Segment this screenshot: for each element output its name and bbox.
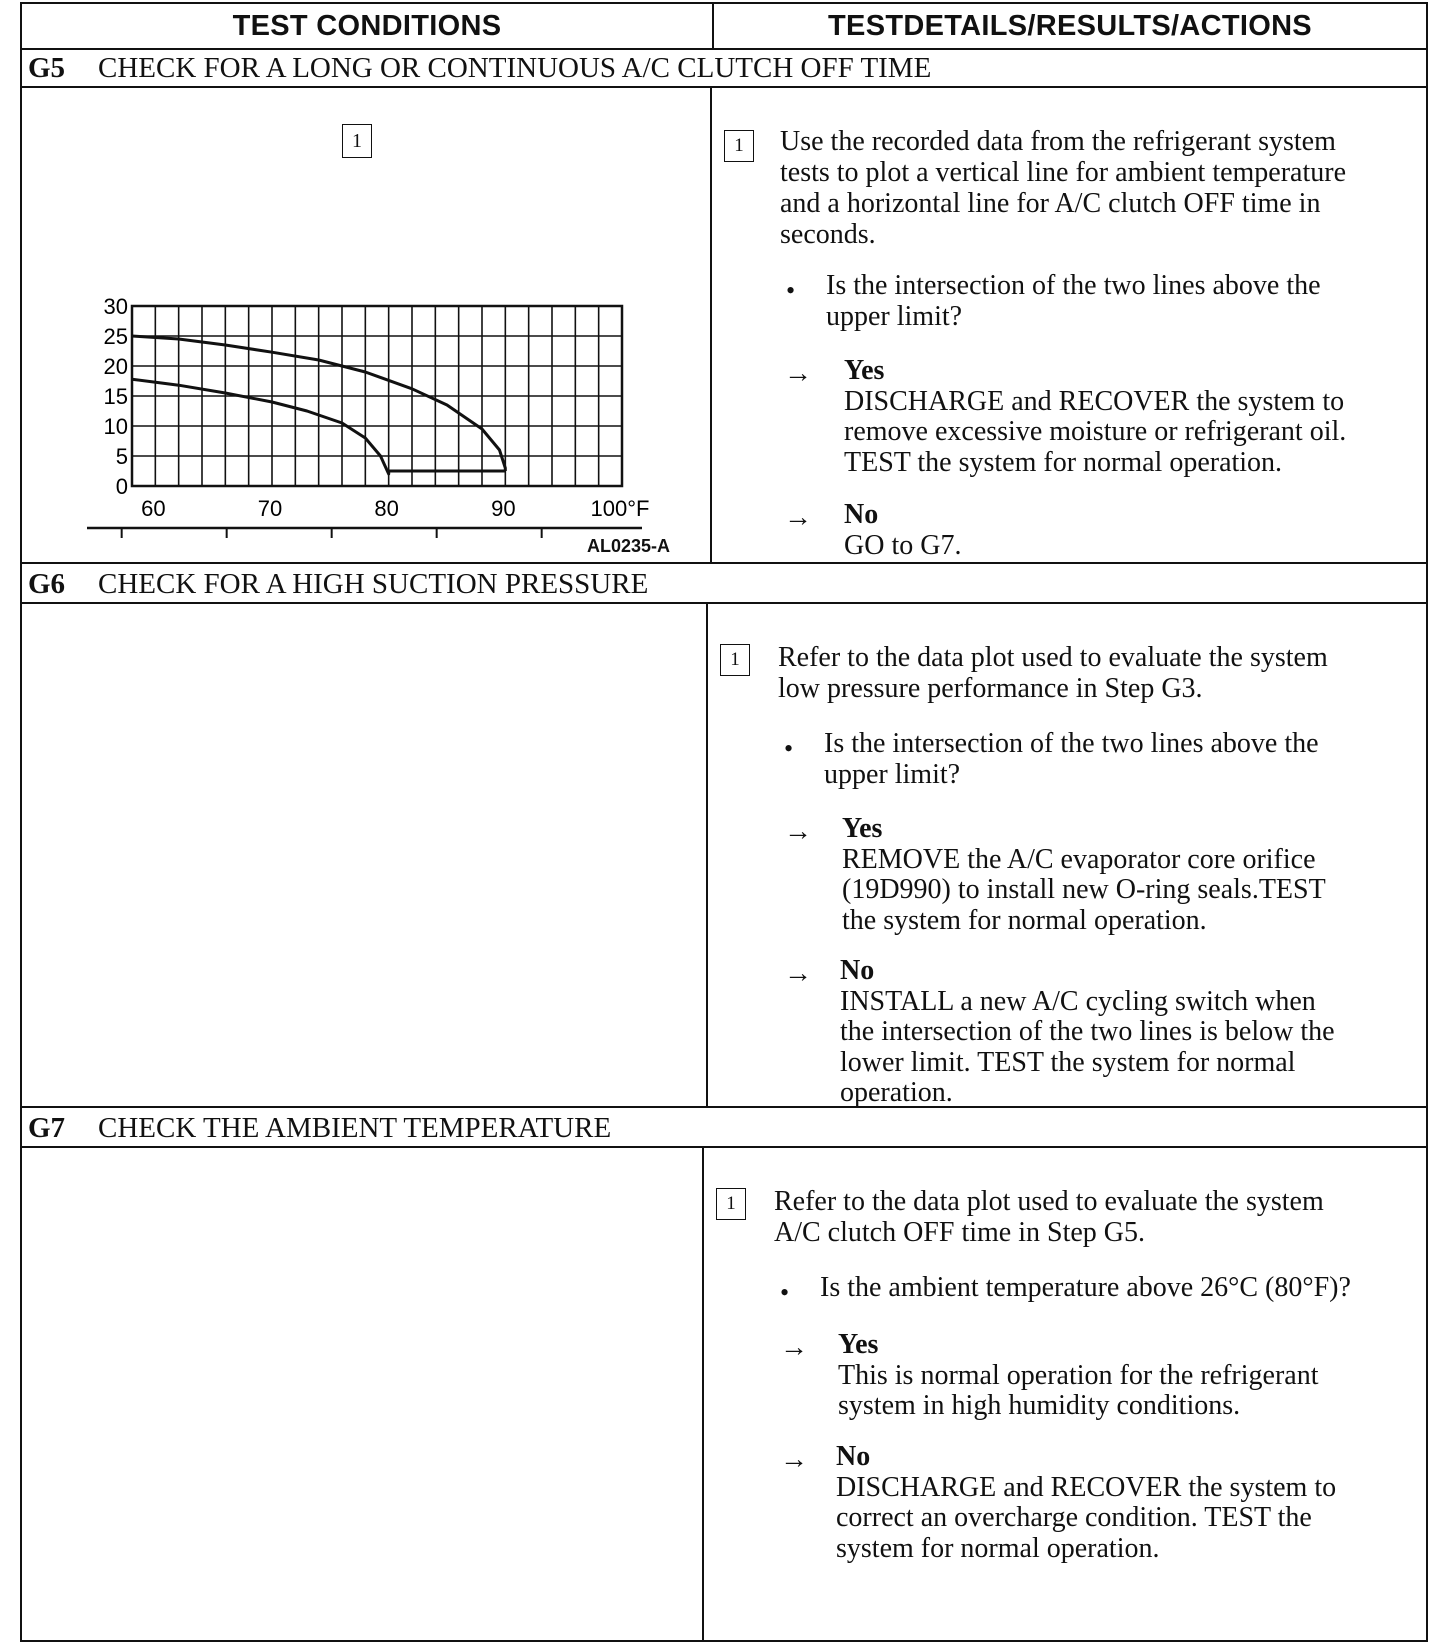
bullet-glyph: • [786,276,796,305]
answer-no [844,500,961,561]
text-line: (19D990) to install new O-ring seals.TEST [842,874,1326,905]
section-id: G7 [28,1112,66,1144]
table-header [22,4,1426,50]
section-title-g5 [22,48,1426,88]
text-line: Refer to the data plot used to evaluate the system [774,1186,1324,1217]
section-id: G5 [28,52,66,84]
section-title-g7 [22,1108,1426,1148]
arrow-icon: → [784,502,812,533]
text-line: Use the recorded data from the refrigerant system [780,126,1336,157]
y-tick-label: 30 [103,294,128,319]
text-line: A/C clutch OFF time in Step G5. [774,1217,1145,1248]
step-instruction [780,126,1346,250]
answer-yes [844,356,1346,478]
x-tick-label-f: 100°F [590,496,650,521]
section-body-g6 [22,604,1426,1108]
text-line: upper limit? [826,301,963,332]
no-label: No [836,1441,871,1472]
text-line: operation. [840,1077,953,1108]
answer-yes [838,1330,1319,1422]
y-tick-label: 10 [103,414,128,439]
text-line: correct an overcharge condition. TEST the [836,1502,1312,1533]
arrow-icon: → [780,1444,808,1475]
bullet-glyph: • [780,1278,790,1307]
no-label: No [844,499,879,530]
section-title-text: CHECK FOR A HIGH SUCTION PRESSURE [98,568,649,600]
y-tick-label: 25 [103,324,128,349]
text-line: system for normal operation. [836,1532,1160,1564]
text-line: Is the ambient temperature above 26°C (80°F)? [820,1272,1351,1303]
arrow-icon: → [780,1332,808,1363]
text-line: This is normal operation for the refrigerant [838,1359,1319,1391]
test-conditions-g6 [22,604,708,1106]
figure-code: AL0235-A [587,536,671,556]
x-tick-label-f: 60 [141,496,166,521]
section-id: G6 [28,568,66,600]
text-line: Is the intersection of the two lines above the [826,270,1321,301]
text-line: and a horizontal line for A/C clutch OFF time in [780,188,1321,219]
y-tick-label: 15 [103,384,128,409]
x-tick-label-f: 90 [491,496,516,521]
question [824,728,1319,790]
section-title-g6 [22,564,1426,604]
test-conditions-g7 [22,1148,704,1640]
yes-label: Yes [844,355,885,386]
test-details-g6 [710,604,1426,1106]
text-line: INSTALL a new A/C cycling switch when [840,985,1316,1017]
answer-yes [842,814,1326,936]
text-line: system in high humidity conditions. [838,1390,1241,1421]
yes-label: Yes [842,813,883,844]
arrow-icon: → [784,958,812,989]
y-tick-label: 20 [103,354,128,379]
bullet-glyph: • [784,734,794,763]
step-number-box: 1 [720,644,750,676]
test-conditions-g5 [22,88,712,562]
text-line: seconds. [780,219,876,250]
step-number-box: 1 [716,1188,746,1220]
step-number-box: 1 [724,130,754,162]
text-line: the system for normal operation. [842,904,1207,936]
header-test-conditions: TEST CONDITIONS [22,4,714,48]
question [826,270,1321,332]
step-instruction [778,642,1328,704]
y-tick-label: 5 [115,444,128,469]
section-title-text: CHECK THE AMBIENT TEMPERATURE [98,1112,612,1144]
arrow-icon: → [784,358,812,389]
text-line: Is the intersection of the two lines above the [824,728,1319,759]
text-line: low pressure performance in Step G3. [778,673,1203,704]
text-line: upper limit? [824,759,961,790]
answer-no [840,956,1335,1109]
text-line: REMOVE the A/C evaporator core orifice [842,843,1316,875]
question [820,1272,1351,1303]
yes-label: Yes [838,1329,879,1360]
section-title-text: CHECK FOR A LONG OR CONTINUOUS A/C CLUTCH OFF TIME [98,52,932,84]
section-body-g5 [22,88,1426,564]
text-line: DISCHARGE and RECOVER the system to [836,1471,1337,1503]
section-body-g7 [22,1148,1426,1640]
x-tick-label-f: 70 [257,496,283,521]
text-line: DISCHARGE and RECOVER the system to [844,385,1345,417]
text-line: TEST the system for normal operation. [844,446,1283,478]
x-tick-label-f: 80 [374,496,399,521]
text-line: tests to plot a vertical line for ambient temperature [780,157,1347,188]
text-line: remove excessive moisture or refrigerant oil. [844,416,1347,447]
no-label: No [840,955,875,986]
text-line: the intersection of the two lines is below the [840,1016,1335,1047]
step-instruction [774,1186,1324,1248]
header-test-details: TESTDETAILS/RESULTS/ACTIONS [828,10,1312,42]
text-line: lower limit. TEST the system for normal [840,1046,1296,1078]
test-details-g7 [706,1148,1426,1640]
clutch-off-time-chart [42,208,702,538]
y-tick-label: 0 [115,474,128,499]
figure-step-box: 1 [342,124,372,158]
text-line: GO to G7. [844,529,962,561]
arrow-icon: → [784,816,812,847]
test-details-g5 [714,88,1426,562]
diagnostic-sheet [20,2,1428,1642]
answer-no [836,1442,1336,1564]
text-line: Refer to the data plot used to evaluate the system [778,642,1328,673]
